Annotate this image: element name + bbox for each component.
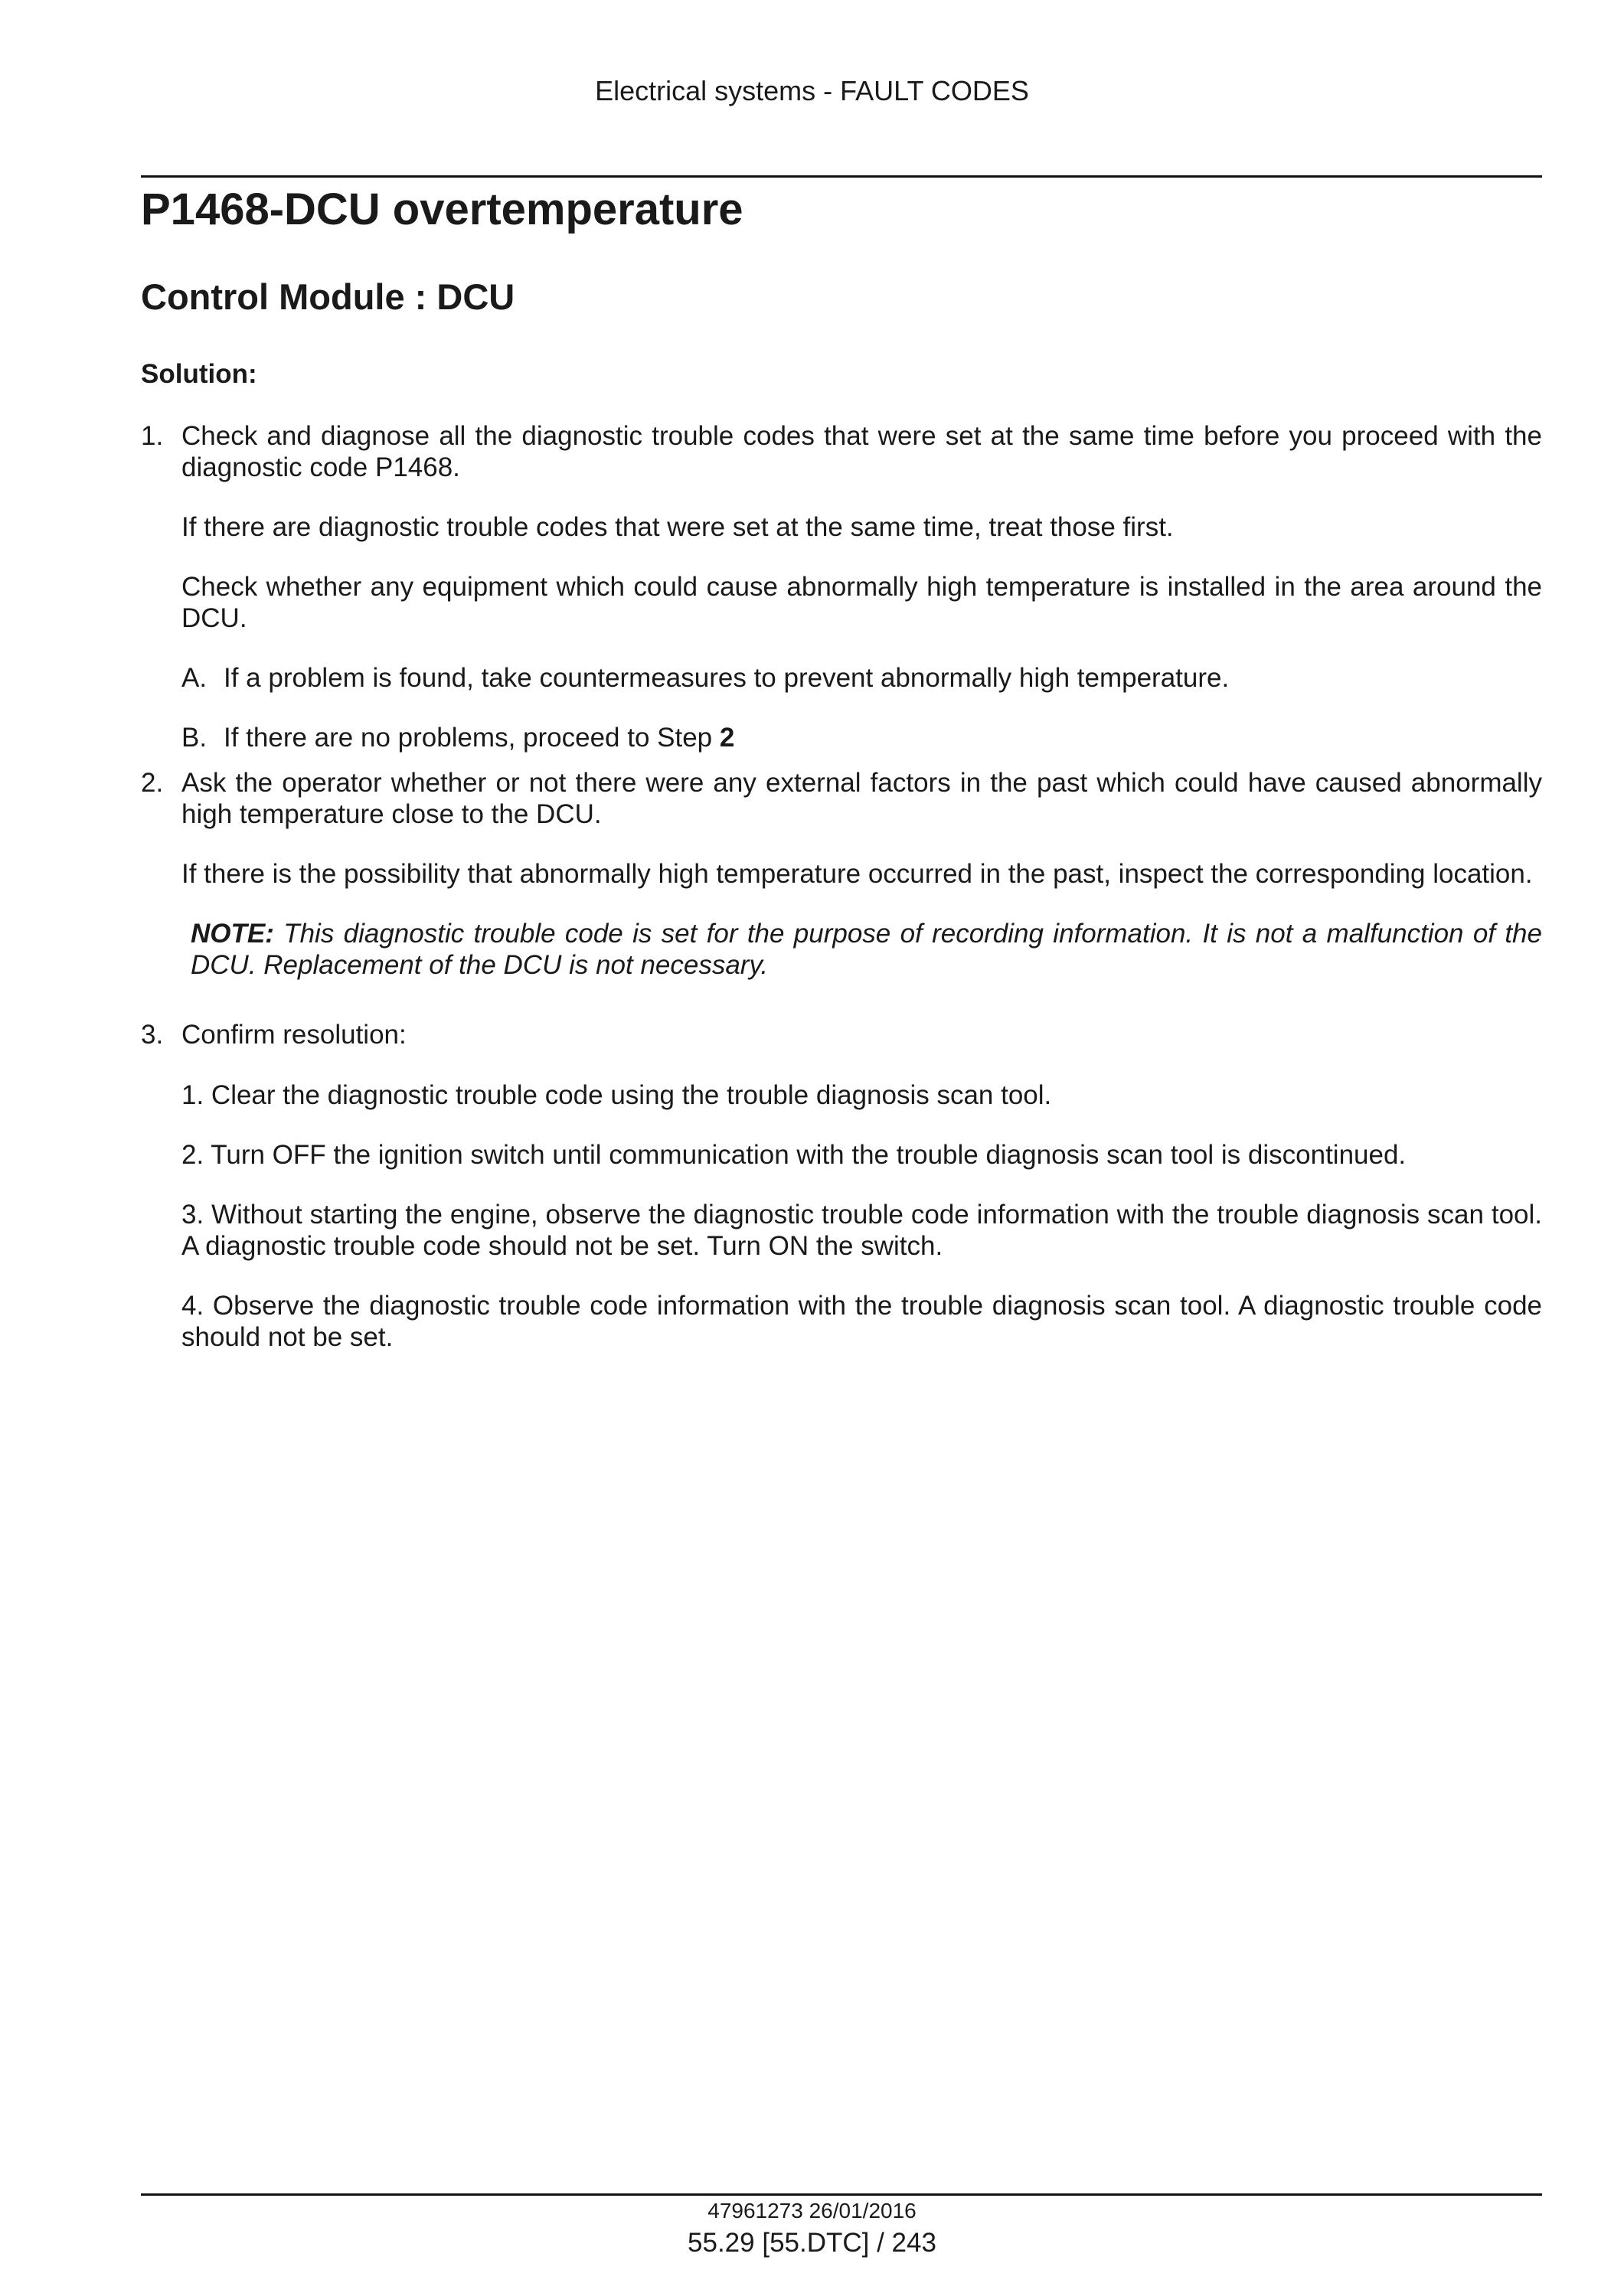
step-paragraph: If there is the possibility that abnormally high temperature occurred in the past, inspect the corresponding location.: [181, 859, 1533, 890]
option-text: If a problem is found, take countermeasures to prevent abnormally high temperature.: [224, 663, 1230, 694]
step-2: [141, 767, 1542, 981]
note: [181, 918, 1542, 981]
step-number: 1.: [141, 421, 164, 452]
list-item: 3. Without starting the engine, observe the diagnostic trouble code information with the trouble diagnosis scan tool. A diagnostic trouble code should not be set. Turn ON the switch.: [181, 1200, 1542, 1262]
option-letter: A.: [181, 663, 207, 694]
list-item: 1. Clear the diagnostic trouble code using the trouble diagnosis scan tool.: [181, 1080, 1052, 1111]
step-paragraph: Check and diagnose all the diagnostic trouble codes that were set at the same time before you proceed with the diagnostic code P1468.: [181, 421, 1542, 483]
list-item: 2. Turn OFF the ignition switch until communication with the trouble diagnosis scan tool is discontinued.: [181, 1140, 1407, 1171]
solution-steps: [141, 420, 1542, 1353]
list-item: 4. Observe the diagnostic trouble code information with the trouble diagnosis scan tool. A diagnostic trouble code should not be set.: [181, 1291, 1542, 1353]
option-b: [181, 722, 1542, 753]
step-1: [141, 420, 1542, 753]
footer-rule: [141, 2193, 1542, 2196]
step-number: 3.: [141, 1020, 164, 1050]
step-paragraph: Check whether any equipment which could cause abnormally high temperature is installed in the area around the DCU.: [181, 572, 1542, 634]
step-paragraph: If there are diagnostic trouble codes that were set at the same time, treat those first.: [181, 512, 1174, 543]
step-number: 2.: [141, 768, 164, 799]
footer-document-id: 47961273 26/01/2016: [707, 2199, 917, 2223]
step-reference: 2: [719, 723, 735, 753]
page-content: [141, 178, 1542, 1353]
option-a: [181, 662, 1542, 694]
note-text: This diagnostic trouble code is set for the purpose of recording information. It is not a malfunction of the DCU. Replacement of the DCU is not necessary.: [191, 919, 1542, 981]
note-label: NOTE:: [191, 919, 274, 949]
option-letter: B.: [181, 723, 207, 753]
step-paragraph: Ask the operator whether or not there were any external factors in the past which could have caused abnormally high temperature close to the DCU.: [181, 768, 1542, 830]
page-title: P1468-DCU overtemperature: [141, 185, 743, 234]
step-paragraph: Confirm resolution:: [181, 1020, 407, 1050]
step-3: [141, 1019, 1542, 1353]
confirm-resolution-list: [181, 1079, 1542, 1353]
running-header: Electrical systems - FAULT CODES: [595, 75, 1029, 106]
footer-page-number: 55.29 [55.DTC] / 243: [688, 2228, 936, 2258]
control-module-heading: Control Module : DCU: [141, 276, 515, 317]
option-text: If there are no problems, proceed to Step: [224, 723, 720, 753]
solution-label: Solution:: [141, 359, 257, 390]
